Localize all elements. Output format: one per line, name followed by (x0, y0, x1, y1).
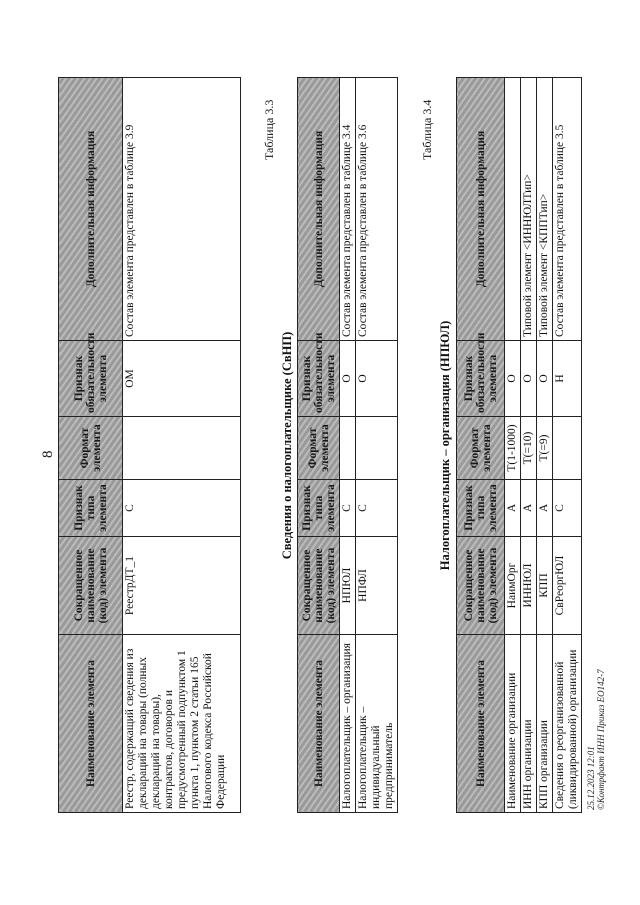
header-required: Признак обязательности элемента (457, 341, 505, 417)
cell-name: ИНН организации (521, 635, 537, 813)
cell-format: T(1-1000) (505, 417, 521, 480)
cell-format (356, 417, 398, 480)
cell-type: А (521, 480, 537, 537)
table-row (505, 78, 521, 813)
table-title: Сведения о налогоплательщике (СвНП) (280, 331, 294, 560)
cell-type: С (340, 480, 356, 537)
cell-required: ОМ (123, 341, 241, 417)
cell-info: Типовой элемент <КППТип> (537, 78, 553, 341)
cell-type: С (553, 480, 582, 537)
header-info: Дополнительная информация (298, 78, 340, 341)
table-npul (456, 77, 582, 813)
header-name: Наименование элемента (298, 635, 340, 813)
header-type: Признак типа элемента (59, 480, 123, 537)
footer-stamp (586, 669, 606, 810)
cell-required: О (521, 341, 537, 417)
header-info: Дополнительная информация (59, 78, 123, 341)
table-reestr (58, 77, 241, 813)
header-format: Формат элемента (59, 417, 123, 480)
cell-name: Сведения о реорганизованной (ликвидированной) организации (553, 635, 582, 813)
header-format: Формат элемента (457, 417, 505, 480)
footer-date: 25.12.2023 12:01 (586, 746, 596, 810)
cell-type: А (537, 480, 553, 537)
cell-type: А (505, 480, 521, 537)
cell-info: Состав элемента представлен в таблице 3.9 (123, 78, 241, 341)
cell-name: Реестр, содержащий сведения из деклараций на товары (полных деклараций на товары), контрактов, договоров и предусмотренный подпунктом 1 пункта 1, пунктом 2 статьи 165 Налогового кодекса Российской Федерации (123, 635, 241, 813)
table-caption: Таблица 3.4 (420, 99, 434, 160)
table-title: Налогоплательщик – организация (НПЮЛ) (438, 320, 452, 571)
cell-format (340, 417, 356, 480)
cell-short: КПП (537, 537, 553, 635)
header-required: Признак обязательности элемента (59, 341, 123, 417)
footer-note: ©Контрфакт ИНН Приказ ЕО142-7 (596, 669, 606, 810)
cell-short: НПЮЛ (340, 537, 356, 635)
cell-info (505, 78, 521, 341)
table-row (537, 78, 553, 813)
cell-short: НаимОрг (505, 537, 521, 635)
cell-type: С (123, 480, 241, 537)
page-number: 8 (40, 450, 56, 458)
cell-required: Н (553, 341, 582, 417)
cell-format: T(=10) (521, 417, 537, 480)
cell-required: О (505, 341, 521, 417)
cell-short: РеестрДТ_1 (123, 537, 241, 635)
header-short: Сокращенное наименование (код) элемента (59, 537, 123, 635)
cell-format: T(=9) (537, 417, 553, 480)
table-row (340, 78, 356, 813)
header-short: Сокращенное наименование (код) элемента (457, 537, 505, 635)
cell-info: Типовой элемент <ИННЮЛТип> (521, 78, 537, 341)
table-caption: Таблица 3.3 (262, 99, 276, 160)
header-info: Дополнительная информация (457, 78, 505, 341)
table-row (521, 78, 537, 813)
cell-name: Налогоплательщик – индивидуальный предприниматель (356, 635, 398, 813)
cell-format (123, 417, 241, 480)
table-svnp (297, 77, 398, 813)
cell-format (553, 417, 582, 480)
header-type: Признак типа элемента (457, 480, 505, 537)
header-required: Признак обязательности элемента (298, 341, 340, 417)
table-row (123, 78, 241, 813)
table-row (356, 78, 398, 813)
header-name: Наименование элемента (59, 635, 123, 813)
cell-short: НПФЛ (356, 537, 398, 635)
cell-name: Налогоплательщик – организация (340, 635, 356, 813)
cell-required: О (356, 341, 398, 417)
cell-short: ИННЮЛ (521, 537, 537, 635)
header-type: Признак типа элемента (298, 480, 340, 537)
cell-info: Состав элемента представлен в таблице 3.4 (340, 78, 356, 341)
cell-type: С (356, 480, 398, 537)
cell-info: Состав элемента представлен в таблице 3.5 (553, 78, 582, 341)
header-short: Сокращенное наименование (код) элемента (298, 537, 340, 635)
cell-name: Наименование организации (505, 635, 521, 813)
header-format: Формат элемента (298, 417, 340, 480)
cell-short: СвРеоргЮЛ (553, 537, 582, 635)
cell-required: О (537, 341, 553, 417)
cell-info: Состав элемента представлен в таблице 3.6 (356, 78, 398, 341)
header-name: Наименование элемента (457, 635, 505, 813)
cell-name: КПП организации (537, 635, 553, 813)
cell-required: О (340, 341, 356, 417)
table-row (553, 78, 582, 813)
